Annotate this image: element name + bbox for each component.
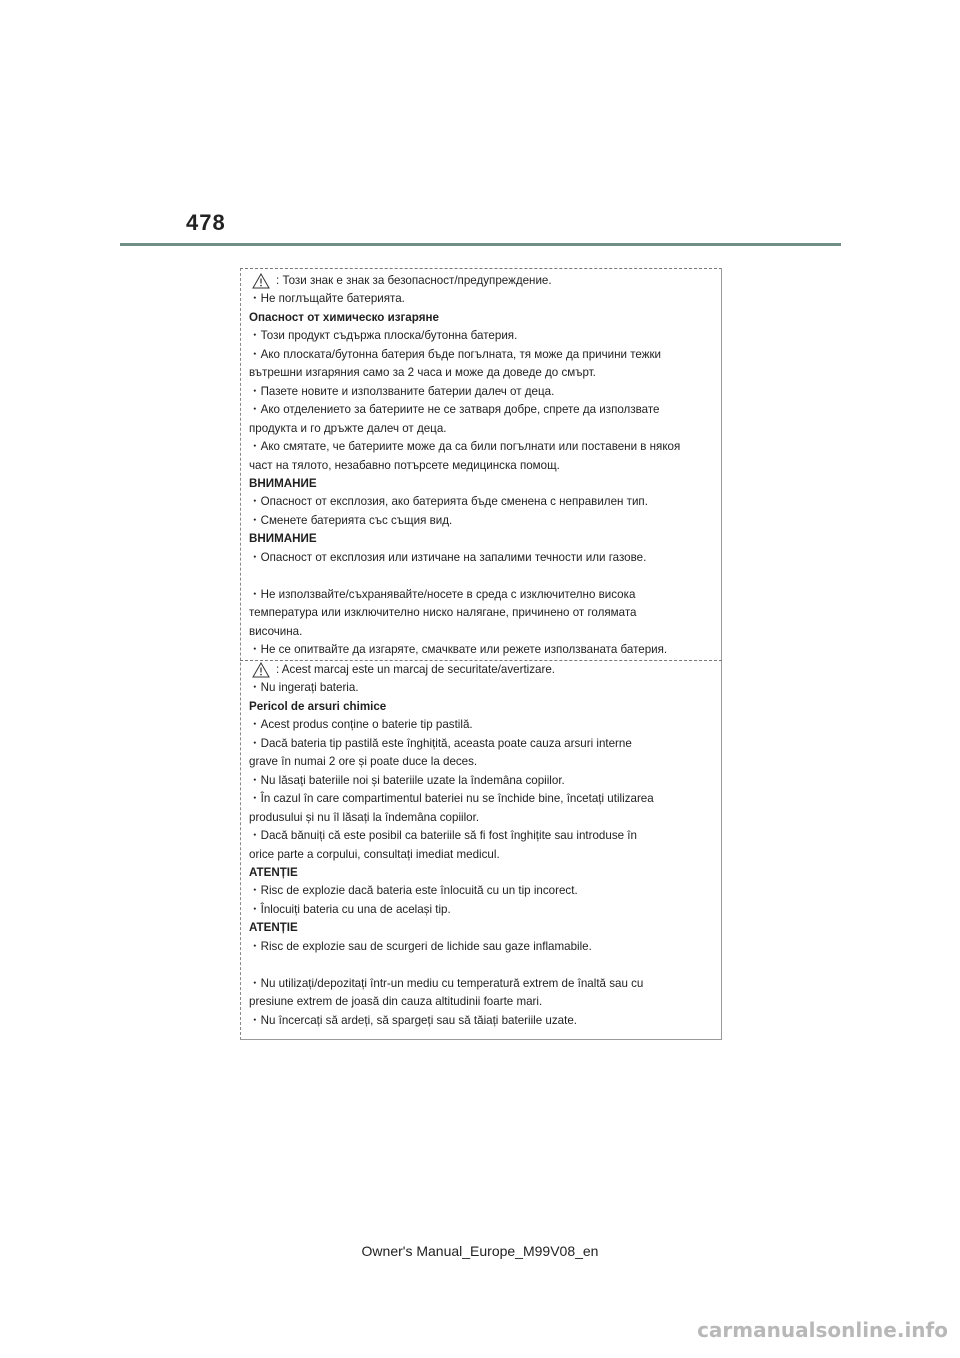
bulgarian-line: ・Не използвайте/съхранявайте/носете в среда с изключително висока xyxy=(249,587,636,601)
bulgarian-line: ・Опасност от експлозия, ако батерията бъде сменена с неправилен тип. xyxy=(249,495,648,509)
bulgarian-line: ・Не поглъщайте батерията. xyxy=(249,292,405,306)
romanian-line: ・Nu utilizați/depozitați într-un mediu cu temperatură extrem de înaltă sau cu xyxy=(249,976,644,990)
bulgarian-intro: : Този знак е знак за безопасност/предупреждение. xyxy=(276,274,552,287)
bulgarian-line: част на тялото, незабавно потърсете медицинска помощ. xyxy=(249,458,560,472)
bulgarian-line: ・Сменете батерията със същия вид. xyxy=(249,513,453,527)
bulgarian-line: ・Не се опитвайте да изгаряте, смачквате или режете използваната батерия. xyxy=(249,643,668,657)
bulgarian-line: ・Ако плоската/бутонна батерия бъде погълната, тя може да причини тежки xyxy=(249,347,662,361)
label-border-top xyxy=(240,268,722,269)
bulgarian-line: ВНИМАНИЕ xyxy=(249,532,317,546)
label-border-right xyxy=(721,268,722,1040)
romanian-line: ・Dacă bateria tip pastilă este înghițită, aceasta poate cauza arsuri interne xyxy=(249,736,632,750)
romanian-line: produsului și nu îl lăsați la îndemâna copiilor. xyxy=(249,810,480,824)
warning-triangle-icon xyxy=(252,273,270,289)
romanian-line: ・Nu lăsați bateriile noi și bateriile uzate la îndemâna copiilor. xyxy=(249,773,565,787)
romanian-line: orice parte a corpului, consultați imediat medicul. xyxy=(249,847,500,861)
romanian-line: grave în numai 2 ore și poate duce la deces. xyxy=(249,755,478,769)
romanian-section xyxy=(249,661,711,1030)
bulgarian-intro-row xyxy=(249,272,711,290)
page-number: 478 xyxy=(186,210,226,235)
romanian-line: ・Nu ingerați bateria. xyxy=(249,681,359,695)
label-border-left xyxy=(240,268,241,1040)
romanian-lines xyxy=(249,679,711,1030)
bulgarian-line: ВНИМАНИЕ xyxy=(249,476,317,490)
watermark: carmanualsonline.info xyxy=(697,1318,948,1342)
bulgarian-line: ・Пазете новите и използваните батерии далеч от деца. xyxy=(249,384,555,398)
bulgarian-line: продукта и го дръжте далеч от деца. xyxy=(249,421,447,435)
footer-manual-id: Owner's Manual_Europe_M99V08_en xyxy=(361,1243,599,1259)
romanian-line: ATENȚIE xyxy=(249,865,298,879)
bulgarian-line: височина. xyxy=(249,624,303,638)
bulgarian-section xyxy=(249,272,711,660)
battery-warning-label xyxy=(240,268,722,1040)
romanian-line: ATENȚIE xyxy=(249,921,298,935)
romanian-line: presiune extrem de joasă din cauza altitudinii foarte mari. xyxy=(249,995,543,1009)
bulgarian-line: ・Ако смятате, че батериите може да са били погълнати или поставени в някоя xyxy=(249,440,681,454)
romanian-line xyxy=(249,956,711,974)
bulgarian-lines xyxy=(249,290,711,659)
bulgarian-line xyxy=(249,567,711,585)
label-border-bottom xyxy=(240,1039,722,1040)
romanian-line: ・Dacă bănuiți că este posibil ca bateriile să fi fost înghițite sau introduse în xyxy=(249,829,637,843)
bulgarian-line: Опасност от химическо изгаряне xyxy=(249,310,439,324)
romanian-line: ・Risc de explozie dacă bateria este înlocuită cu un tip incorect. xyxy=(249,884,578,898)
romanian-line: ・Nu încercați să ardeți, să spargeți sau să tăiați bateriile uzate. xyxy=(249,1013,578,1027)
romanian-line: ・Înlocuiți bateria cu una de același tip. xyxy=(249,902,451,916)
bulgarian-line: ・Ако отделението за батериите не се затваря добре, спрете да използвате xyxy=(249,403,660,417)
romanian-line: ・În cazul în care compartimentul bateriei nu se închide bine, încetați utilizarea xyxy=(249,792,654,806)
header-rule xyxy=(120,243,841,246)
bulgarian-line: вътрешни изгаряния само за 2 часа и може да доведе до смърт. xyxy=(249,366,596,380)
warning-triangle-icon xyxy=(252,662,270,678)
bulgarian-line: температура или изключително ниско налягане, причинено от голямата xyxy=(249,606,637,620)
romanian-intro: : Acest marcaj este un marcaj de securitate/avertizare. xyxy=(276,663,556,676)
romanian-intro-row xyxy=(249,661,711,679)
romanian-line: ・Acest produs conține o baterie tip pastilă. xyxy=(249,718,473,732)
romanian-line: Pericol de arsuri chimice xyxy=(249,699,387,713)
romanian-line: ・Risc de explozie sau de scurgeri de lichide sau gaze inflamabile. xyxy=(249,939,592,953)
bulgarian-line: ・Опасност от експлозия или изтичане на запалими течности или газове. xyxy=(249,550,647,564)
bulgarian-line: ・Този продукт съдържа плоска/бутонна батерия. xyxy=(249,329,518,343)
